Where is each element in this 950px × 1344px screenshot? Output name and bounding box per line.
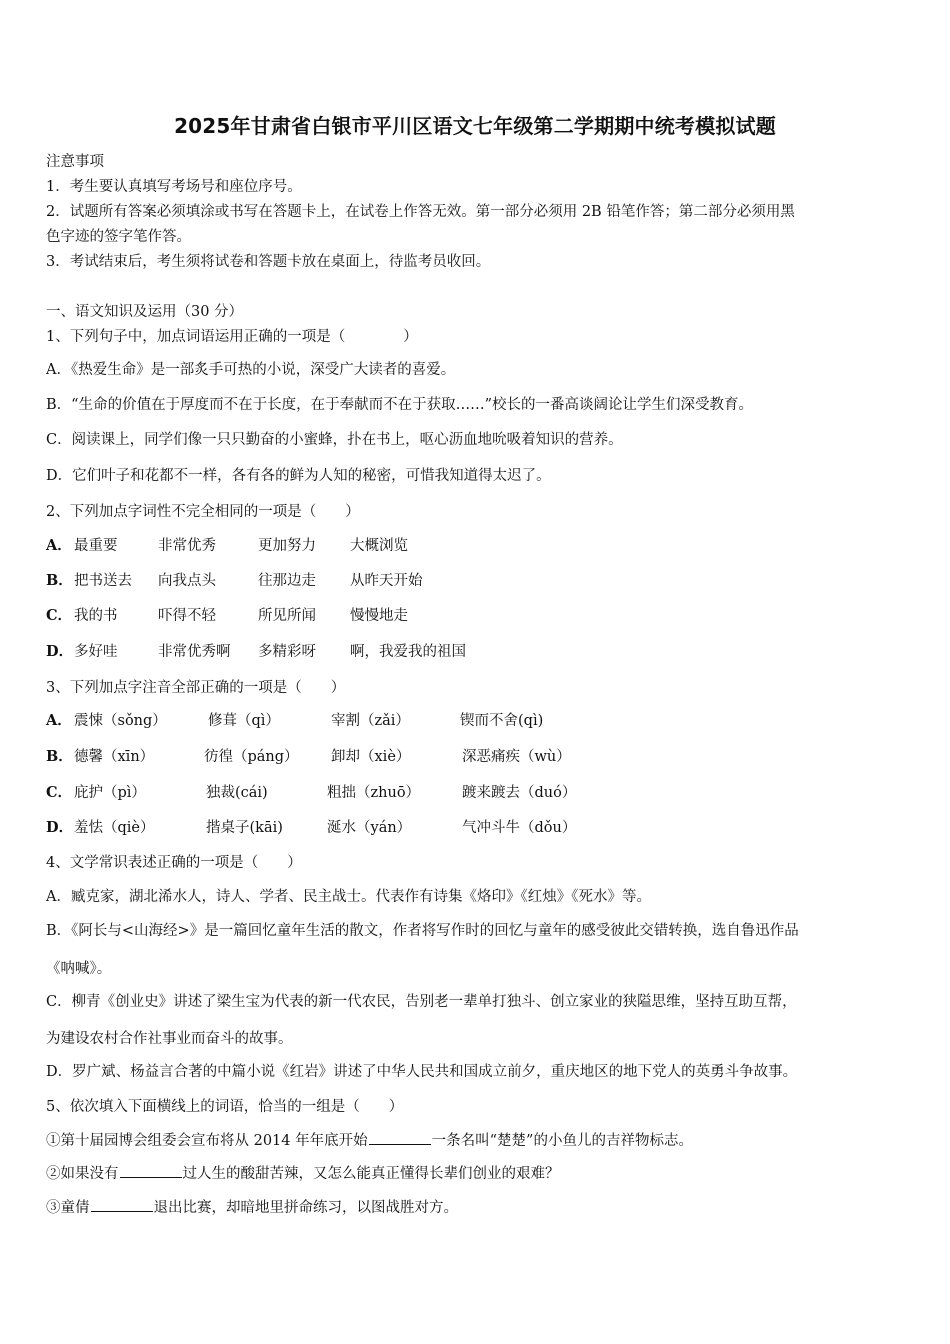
- q2-c-item-4: 慢慢地走: [350, 608, 408, 624]
- q5-s3-after: 退出比赛，却暗地里拼命练习，以图战胜对方。: [153, 1200, 458, 1216]
- q4-option-c: C．柳青《创业史》讲述了梁生宝为代表的新一代农民，告别老一辈单打独斗、创立家业的狭隘思维，坚持互助互帮，: [46, 994, 797, 1010]
- q5-sentence-3: [46, 1197, 458, 1218]
- q3-a-item-3: 宰割（zǎi）: [331, 713, 410, 729]
- q1-option-d: D．它们叶子和花都不一样，各有各的鲜为人知的秘密，可惜我知道得太迟了。: [46, 468, 551, 484]
- q5-s1-before: ①第十届园博会组委会宣布将从 2014 年年底开始: [46, 1133, 368, 1149]
- q3-b-item-4: 深恶痛疾（wù）: [462, 749, 571, 765]
- q5-sentence-1: [46, 1130, 693, 1151]
- q2-b-item-3: 往那边走: [258, 573, 316, 589]
- q5-s2-after: 过人生的酸甜苦辣，又怎么能真正懂得长辈们创业的艰难？: [182, 1166, 560, 1182]
- q3-b-item-2: 彷徨（páng）: [204, 749, 299, 765]
- q2-a-item-2: 非常优秀: [158, 538, 216, 554]
- q3-b-item-1: 德馨（xīn）: [74, 749, 155, 765]
- q3-stem: 3、下列加点字注音全部正确的一项是（ ）: [46, 680, 346, 696]
- q3-d-label: D．: [46, 819, 74, 836]
- q2-c-item-1: 我的书: [74, 608, 118, 624]
- q5-s3-before: ③童倩: [46, 1200, 90, 1216]
- q1-option-a: A．《热爱生命》是一部炙手可热的小说，深受广大读者的喜爱。: [46, 362, 456, 378]
- q2-c-item-3: 所见所闻: [258, 608, 316, 624]
- notice-item-3: 3．考试结束后，考生须将试卷和答题卡放在桌面上，待监考员收回。: [46, 254, 491, 270]
- q3-a-label: A．: [46, 712, 72, 729]
- q2-stem: 2、下列加点字词性不完全相同的一项是（ ）: [46, 504, 360, 520]
- q2-a-item-1: 最重要: [74, 538, 118, 554]
- q3-d-item-3: 涎水（yán）: [327, 820, 412, 836]
- q2-c-item-2: 吓得不轻: [158, 608, 216, 624]
- q4-option-c-cont: 为建设农村合作社事业而奋斗的故事。: [46, 1031, 293, 1047]
- q4-option-b: B．《阿长与<山海经>》是一篇回忆童年生活的散文，作者将写作时的回忆与童年的感受彼此交错转换，选自鲁迅作品: [46, 923, 799, 939]
- q2-d-item-1: 多好哇: [74, 644, 118, 660]
- q2-b-item-1: 把书送去: [74, 573, 132, 589]
- q3-a-item-2: 修葺（qì）: [208, 713, 280, 729]
- notice-item-1: 1．考生要认真填写考场号和座位序号。: [46, 179, 302, 195]
- q3-a-item-4: 锲而不舍(qì): [460, 713, 544, 729]
- q3-c-item-2: 独裁(cái): [206, 785, 268, 801]
- q5-s1-blank: [369, 1130, 431, 1145]
- notice-heading: 注意事项: [46, 154, 104, 170]
- q3-d-item-2: 揩桌子(kāi): [206, 820, 283, 836]
- notice-item-2-cont: 色字迹的签字笔作答。: [46, 229, 191, 245]
- page-title: 2025年甘肃省白银市平川区语文七年级第二学期期中统考模拟试题: [174, 114, 776, 138]
- q3-c-item-4: 踱来踱去（duó）: [462, 785, 577, 801]
- q2-d-item-4: 啊，我爱我的祖国: [350, 644, 466, 660]
- q3-c-label: C．: [46, 784, 73, 801]
- q3-b-label: B．: [46, 748, 73, 765]
- q2-c-label: C．: [46, 607, 73, 624]
- q3-c-item-3: 粗拙（zhuō）: [327, 785, 421, 801]
- q2-a-item-3: 更加努力: [258, 538, 316, 554]
- q1-option-b: B．“生命的价值在于厚度而不在于长度，在于奉献而不在于获取……”校长的一番高谈阔论让学生们深受教育。: [46, 397, 753, 413]
- q4-option-a: A．臧克家，湖北浠水人，诗人、学者、民主战士。代表作有诗集《烙印》《红烛》《死水》等。: [46, 889, 651, 905]
- q2-d-label: D．: [46, 643, 74, 660]
- q2-a-label: A．: [46, 537, 72, 554]
- q3-d-item-4: 气冲斗牛（dǒu）: [462, 820, 577, 836]
- q2-a-item-4: 大概浏览: [350, 538, 408, 554]
- q1-stem: 1、下列句子中，加点词语运用正确的一项是（ ）: [46, 329, 418, 345]
- q2-d-item-2: 非常优秀啊: [158, 644, 231, 660]
- q5-s3-blank: [91, 1197, 153, 1212]
- notice-item-2: 2．试题所有答案必须填涂或书写在答题卡上，在试卷上作答无效。第一部分必须用 2B 铅笔作答；第二部分必须用黑: [46, 204, 795, 220]
- q4-option-d: D．罗广斌、杨益言合著的中篇小说《红岩》讲述了中华人民共和国成立前夕，重庆地区的地下党人的英勇斗争故事。: [46, 1064, 798, 1080]
- q3-c-item-1: 庇护（pì）: [74, 785, 146, 801]
- q2-b-item-4: 从昨天开始: [350, 573, 423, 589]
- q5-s1-after: 一条名叫“楚楚”的小鱼儿的吉祥物标志。: [431, 1133, 693, 1149]
- section-heading: 一、语文知识及运用（30 分）: [46, 304, 244, 320]
- q4-option-b-cont: 《呐喊》。: [46, 961, 112, 977]
- q2-b-label: B．: [46, 572, 73, 589]
- q1-option-c: C．阅读课上，同学们像一只只勤奋的小蜜蜂，扑在书上，呕心沥血地吮吸着知识的营养。: [46, 432, 623, 448]
- q5-sentence-2: [46, 1163, 560, 1184]
- q3-d-item-1: 羞怯（qiè）: [74, 820, 155, 836]
- q2-d-item-3: 多精彩呀: [258, 644, 316, 660]
- q3-a-item-1: 震悚（sǒng）: [74, 713, 167, 729]
- q5-stem: 5、依次填入下面横线上的词语，恰当的一组是（ ）: [46, 1099, 404, 1115]
- q4-stem: 4、文学常识表述正确的一项是（ ）: [46, 855, 302, 871]
- q3-b-item-3: 卸却（xiè）: [331, 749, 411, 765]
- q5-s2-before: ②如果没有: [46, 1166, 119, 1182]
- q2-b-item-2: 向我点头: [158, 573, 216, 589]
- q5-s2-blank: [120, 1163, 182, 1178]
